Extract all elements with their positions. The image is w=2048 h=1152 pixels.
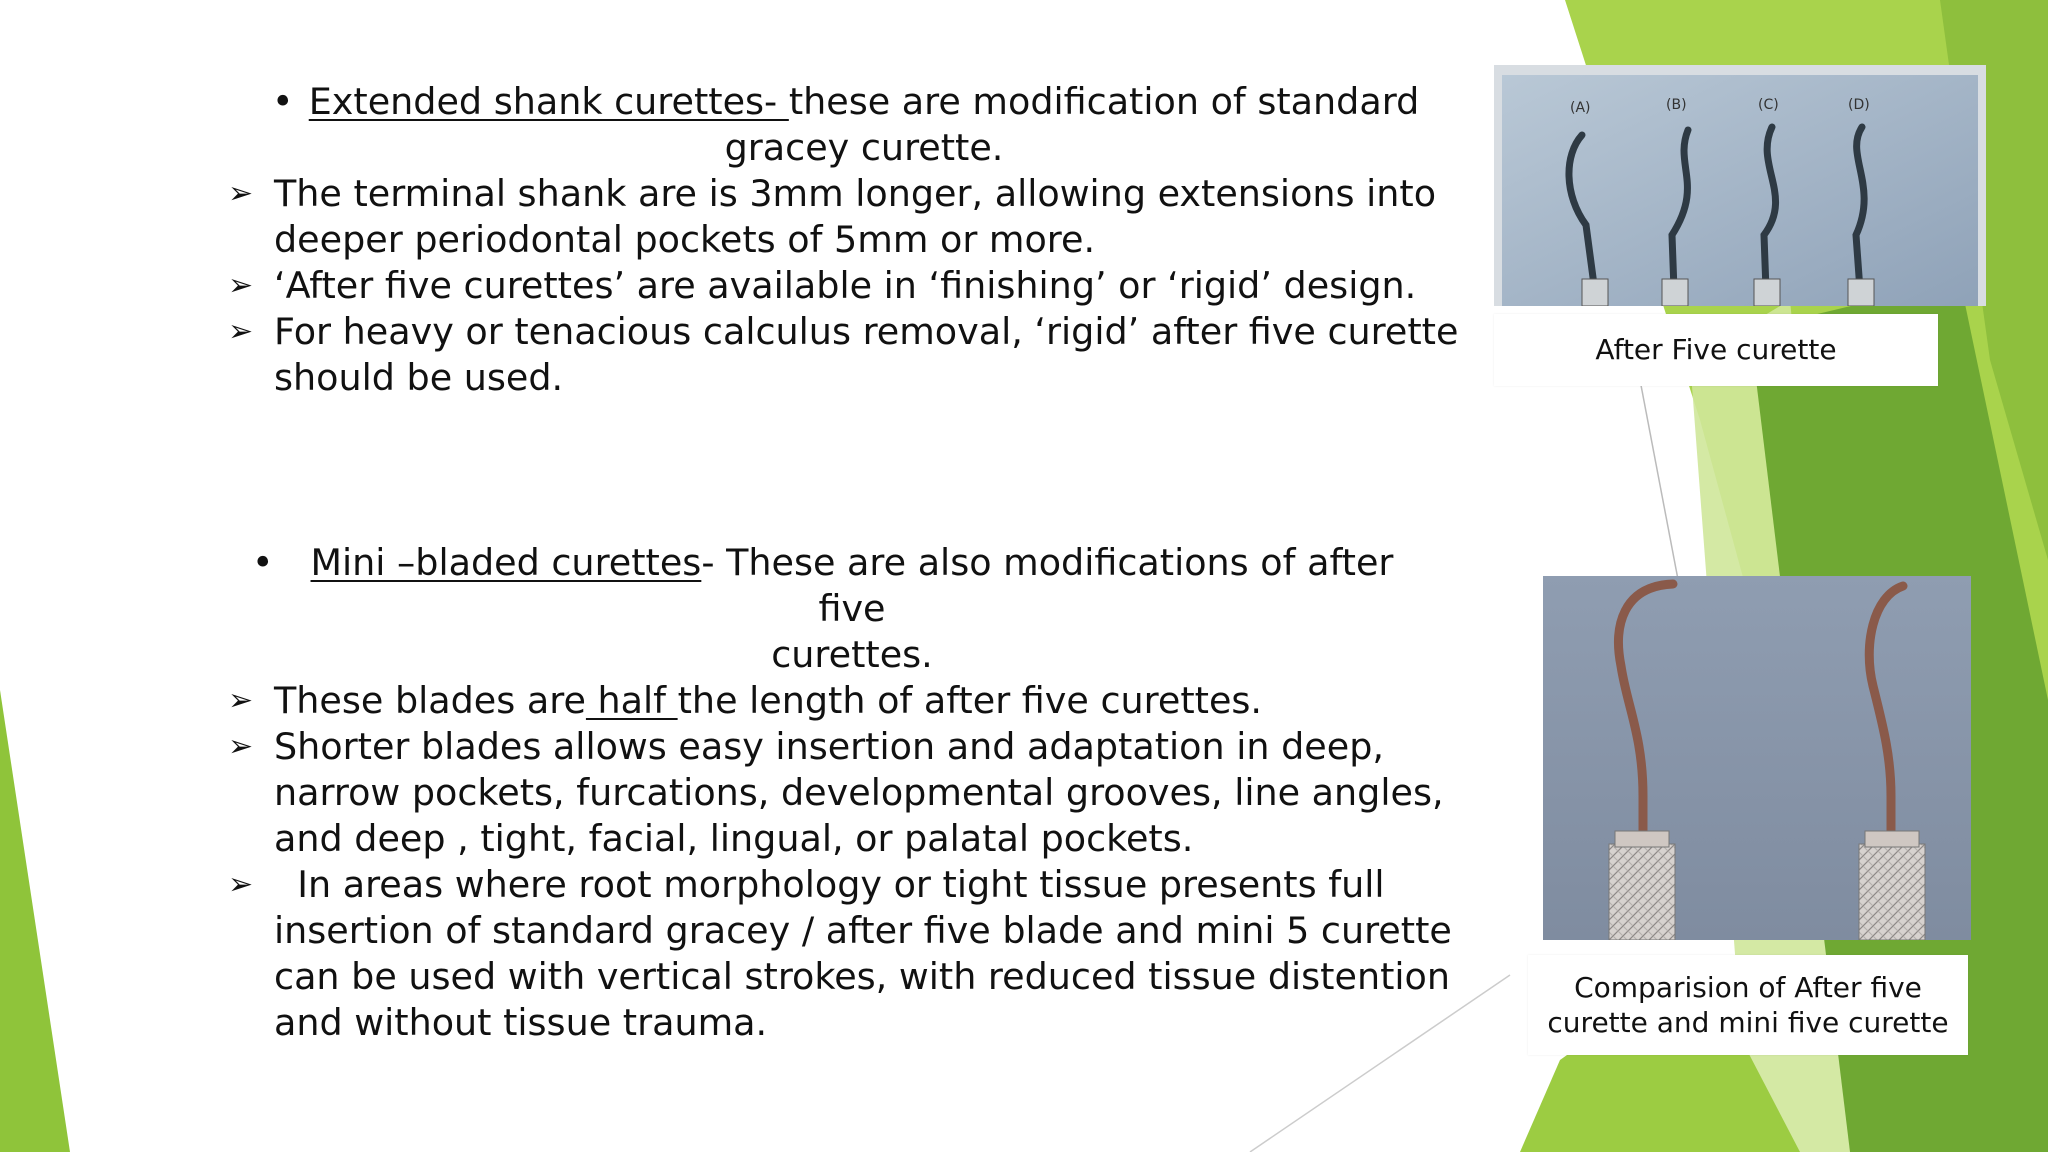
list-item-text-after: the length of after five curettes. bbox=[677, 679, 1263, 722]
figure1-label: (A) bbox=[1570, 100, 1591, 116]
section1-heading-rest: these are modification of standard bbox=[788, 80, 1420, 123]
list-item-text-before: These blades are bbox=[274, 679, 586, 722]
section-extended-shank bbox=[228, 79, 1459, 401]
section1-heading-underlined: Extended shank curettes- bbox=[308, 80, 789, 123]
after-five-curettes-photo bbox=[1494, 65, 1986, 306]
figure1-label: (C) bbox=[1758, 97, 1779, 113]
figure2-caption-line1: Comparision of After five bbox=[1574, 971, 1922, 1004]
bullet-dot: • bbox=[272, 80, 294, 123]
section2-heading bbox=[228, 540, 1420, 678]
list-item-text: For heavy or tenacious calculus removal, ‘rigid’ after five curette should be used. bbox=[274, 310, 1459, 399]
section1-heading-line2: gracey curette. bbox=[724, 126, 1004, 169]
list-item bbox=[228, 263, 1464, 309]
section2-heading-rest: - These are also modifications of after five bbox=[701, 541, 1394, 630]
list-item-text: Shorter blades allows easy insertion and adaptation in deep, narrow pockets, furcations, developmental grooves, line angles, and deep , tight, facial, lingual, or palatal pockets. bbox=[274, 725, 1444, 860]
list-item bbox=[228, 678, 1464, 724]
section2-heading-underlined: Mini –bladed curettes bbox=[310, 541, 702, 584]
section-mini-bladed bbox=[228, 540, 1464, 1046]
figure1-label: (D) bbox=[1848, 97, 1870, 113]
figure2-caption-line2: curette and mini five curette bbox=[1547, 1006, 1949, 1039]
list-item-text: The terminal shank are is 3mm longer, allowing extensions into deeper periodontal pockets of 5mm or more. bbox=[274, 172, 1437, 261]
list-item bbox=[228, 309, 1464, 401]
arrow-bullet-icon: ➢ bbox=[228, 268, 254, 303]
list-item-text: ‘After five curettes’ are available in ‘finishing’ or ‘rigid’ design. bbox=[274, 264, 1417, 307]
arrow-bullet-icon: ➢ bbox=[228, 683, 254, 718]
arrow-bullet-icon: ➢ bbox=[228, 176, 254, 211]
section1-heading bbox=[228, 79, 1420, 171]
figure1-label: (B) bbox=[1666, 97, 1687, 113]
list-item bbox=[228, 171, 1464, 263]
list-item bbox=[228, 724, 1464, 862]
list-item bbox=[228, 862, 1464, 1046]
figure2-caption bbox=[1528, 955, 1968, 1055]
arrow-bullet-icon: ➢ bbox=[228, 867, 254, 902]
list-item-text-underlined: half bbox=[585, 679, 678, 722]
section2-heading-line1 bbox=[228, 540, 1420, 632]
arrow-bullet-icon: ➢ bbox=[228, 314, 254, 349]
figure1-caption: After Five curette bbox=[1494, 314, 1938, 386]
green-shape-left bbox=[0, 690, 70, 1152]
bullet-dot: • bbox=[252, 541, 274, 584]
curette-comparison-photo bbox=[1543, 576, 1971, 940]
section2-heading-line2: curettes. bbox=[771, 633, 933, 676]
section1-heading-line1 bbox=[228, 79, 1420, 125]
divider-line bbox=[1640, 380, 1680, 590]
arrow-bullet-icon: ➢ bbox=[228, 729, 254, 764]
list-item-text: In areas where root morphology or tight tissue presents full insertion of standard gracey / after five blade and mini 5 curette can be used with vertical strokes, with reduced tissue distention and without tissue trauma. bbox=[274, 863, 1464, 1044]
